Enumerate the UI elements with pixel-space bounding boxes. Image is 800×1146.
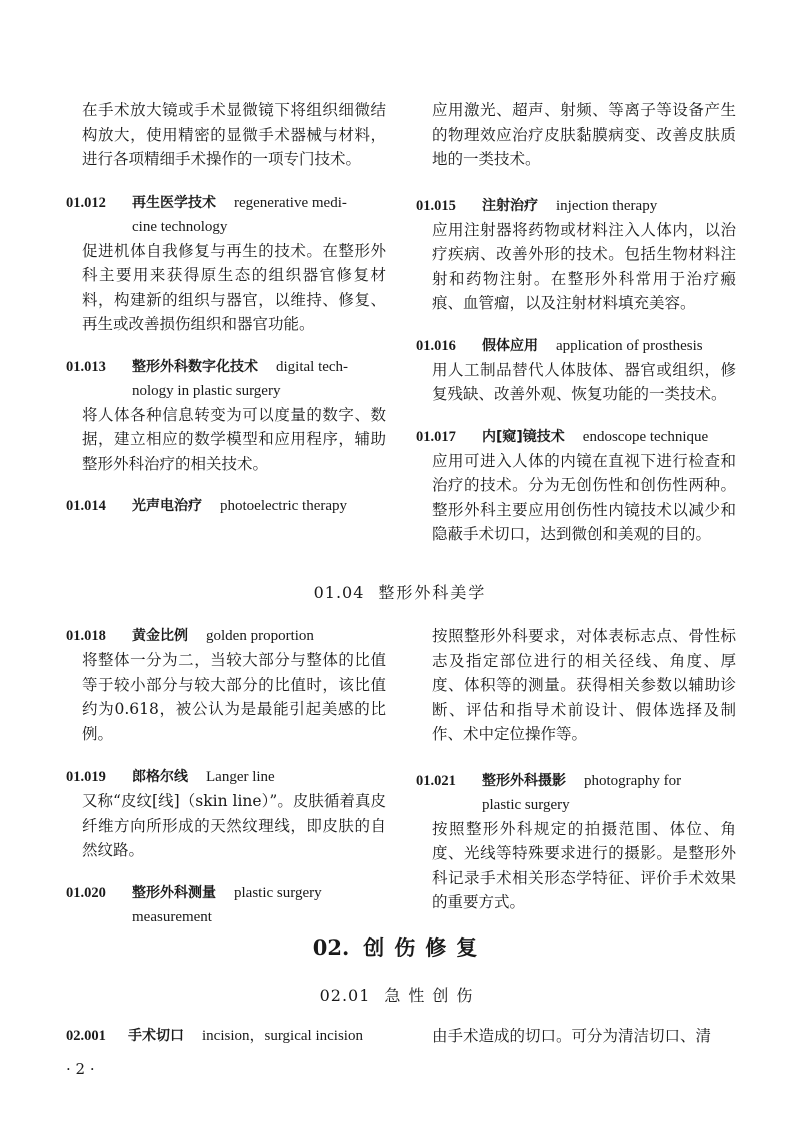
entry-term: 假体应用 bbox=[482, 337, 538, 354]
continuation-text: 按照整形外科要求，对体表标志点、骨性标志及指定部位进行的相关径线、角度、厚度、体积等的测量。获得相关参数以辅助诊断、评估和指导术前设计、假体选择及制作、术中定位操作等。 bbox=[432, 627, 736, 743]
entry-definition: 应用注射器将药物或材料注入人体内，以治疗疾病、改善外形的技术。包括生物材料注射和药物注射。在整形外科常用于治疗瘢痕、血管瘤，以及注射材料填充美容。 bbox=[432, 220, 736, 312]
chapter-number: 02. bbox=[312, 935, 350, 960]
entry-number: 01.014 bbox=[66, 498, 106, 514]
entry-english-cont: plastic surgery bbox=[482, 796, 570, 813]
section-number: 01.04 bbox=[313, 583, 365, 602]
right-column-middle bbox=[416, 624, 736, 915]
entry-term: 光声电治疗 bbox=[132, 498, 202, 514]
entry-term: 整形外科测量 bbox=[132, 884, 216, 901]
entry-definition: 按照整形外科规定的拍摄范围、体位、角度、光线等特殊要求进行的摄影。是整形外科记录手术相关形态学特征、评价手术效果的重要方式。 bbox=[432, 819, 736, 911]
right-column-bottom bbox=[416, 1024, 736, 1049]
entry-term: 整形外科摄影 bbox=[482, 772, 566, 789]
entry-number: 02.001 bbox=[66, 1028, 106, 1044]
entry-term: 郎格尔线 bbox=[132, 769, 188, 785]
entry-number: 01.017 bbox=[416, 428, 456, 445]
left-column-bottom bbox=[66, 1024, 396, 1048]
entry-definition: 又称“皮纹[线]（skin line）”。皮肤循着真皮纤维方向所形成的天然纹理线，即皮肤的自然纹路。 bbox=[82, 792, 386, 859]
entry-heading bbox=[416, 194, 736, 218]
entry-term: 再生医学技术 bbox=[132, 194, 216, 211]
left-column-upper bbox=[66, 98, 386, 518]
entry-number: 01.018 bbox=[66, 628, 106, 644]
entry-english-cont: measurement bbox=[132, 908, 212, 925]
entry-english: plastic surgery bbox=[234, 884, 322, 901]
term-entry bbox=[66, 765, 386, 863]
section-heading bbox=[0, 580, 800, 603]
entry-number: 01.013 bbox=[66, 358, 106, 375]
continuation-text: 在手术放大镜或手术显微镜下将组织细微结构放大，使用精密的显微手术器械与材料，进行各项精细手术操作的一项专门技术。 bbox=[82, 101, 386, 168]
entry-heading bbox=[66, 355, 386, 403]
term-entry bbox=[66, 191, 386, 337]
entry-definition: 将整体一分为二，当较大部分与整体的比值等于较小部分与较大部分的比值时，该比值约为0.618，被公认为是最能引起美感的比例。 bbox=[82, 651, 386, 743]
section-title: 急性创伤 bbox=[384, 986, 481, 1005]
entry-heading bbox=[416, 425, 736, 449]
entry-heading bbox=[416, 334, 736, 358]
entry-heading bbox=[66, 494, 386, 518]
term-entry bbox=[416, 194, 736, 316]
entry-number: 01.021 bbox=[416, 772, 456, 789]
chapter-title: 创伤修复 bbox=[363, 935, 488, 960]
entry-english: injection therapy bbox=[556, 197, 658, 214]
entry-term: 手术切口 bbox=[128, 1028, 184, 1044]
term-entry bbox=[416, 334, 736, 407]
entry-english: application of prosthesis bbox=[556, 337, 703, 354]
right-column-upper bbox=[416, 98, 736, 547]
section-number: 02.01 bbox=[319, 986, 371, 1005]
entry-english-cont: nology in plastic surgery bbox=[132, 382, 281, 399]
term-entry bbox=[416, 769, 736, 915]
entry-heading bbox=[66, 881, 386, 929]
entry-heading bbox=[416, 769, 736, 817]
entry-english: golden proportion bbox=[206, 628, 314, 644]
section-title: 整形外科美学 bbox=[378, 583, 487, 602]
entry-english: endoscope technique bbox=[582, 428, 709, 445]
entry-english: incision，surgical incision bbox=[202, 1028, 363, 1044]
entry-english-cont: cine technology bbox=[132, 218, 228, 235]
entry-definition: 将人体各种信息转变为可以度量的数字、数据，建立相应的数学模型和应用程序，辅助整形外科治疗的相关技术。 bbox=[82, 405, 386, 473]
entry-definition: 应用可进入人体的内镜在直视下进行检查和治疗的技术。分为无创伤性和创伤性两种。整形外科主要应用创伤性内镜技术以减少和隐蔽手术切口，达到微创和美观的目的。 bbox=[432, 451, 736, 543]
entry-english: Langer line bbox=[206, 769, 275, 785]
entry-number: 01.016 bbox=[416, 337, 456, 354]
term-entry bbox=[66, 624, 386, 746]
entry-english: regenerative medi- bbox=[234, 194, 347, 211]
entry-english: photography for bbox=[584, 772, 682, 789]
entry-term: 整形外科数字化技术 bbox=[132, 358, 258, 375]
entry-english: digital tech- bbox=[276, 358, 349, 375]
entry-heading bbox=[66, 1024, 396, 1048]
entry-number: 01.015 bbox=[416, 197, 456, 214]
entry-number: 01.012 bbox=[66, 194, 106, 211]
page-number: · 2 · bbox=[66, 1060, 95, 1078]
continuation-text: 由手术造成的切口。可分为清洁切口、清 bbox=[432, 1027, 712, 1045]
chapter-heading bbox=[0, 932, 800, 962]
left-column-middle bbox=[66, 624, 386, 929]
entry-definition: 促进机体自我修复与再生的技术。在整形外科主要用来获得原生态的组织器官修复材料，构建新的组织与器官，以维持、修复、再生或改善损伤组织和器官功能。 bbox=[82, 241, 386, 333]
term-entry bbox=[66, 881, 386, 929]
entry-english: photoelectric therapy bbox=[220, 498, 348, 514]
term-entry bbox=[66, 494, 386, 518]
continuation-text: 应用激光、超声、射频、等离子等设备产生的物理效应治疗皮肤黏膜病变、改善皮肤质地的一类技术。 bbox=[432, 101, 736, 168]
entry-term: 注射治疗 bbox=[482, 197, 538, 214]
term-entry bbox=[416, 425, 736, 547]
entry-heading bbox=[66, 191, 386, 239]
entry-number: 01.020 bbox=[66, 884, 106, 901]
term-entry bbox=[66, 355, 386, 477]
entry-heading bbox=[66, 765, 386, 789]
entry-term: 内[窥]镜技术 bbox=[482, 428, 565, 445]
section-heading bbox=[0, 983, 800, 1006]
entry-term: 黄金比例 bbox=[132, 628, 188, 644]
entry-heading bbox=[66, 624, 386, 648]
entry-definition: 用人工制品替代人体肢体、器官或组织，修复残缺、改善外观、恢复功能的一类技术。 bbox=[432, 360, 736, 403]
entry-number: 01.019 bbox=[66, 769, 106, 785]
